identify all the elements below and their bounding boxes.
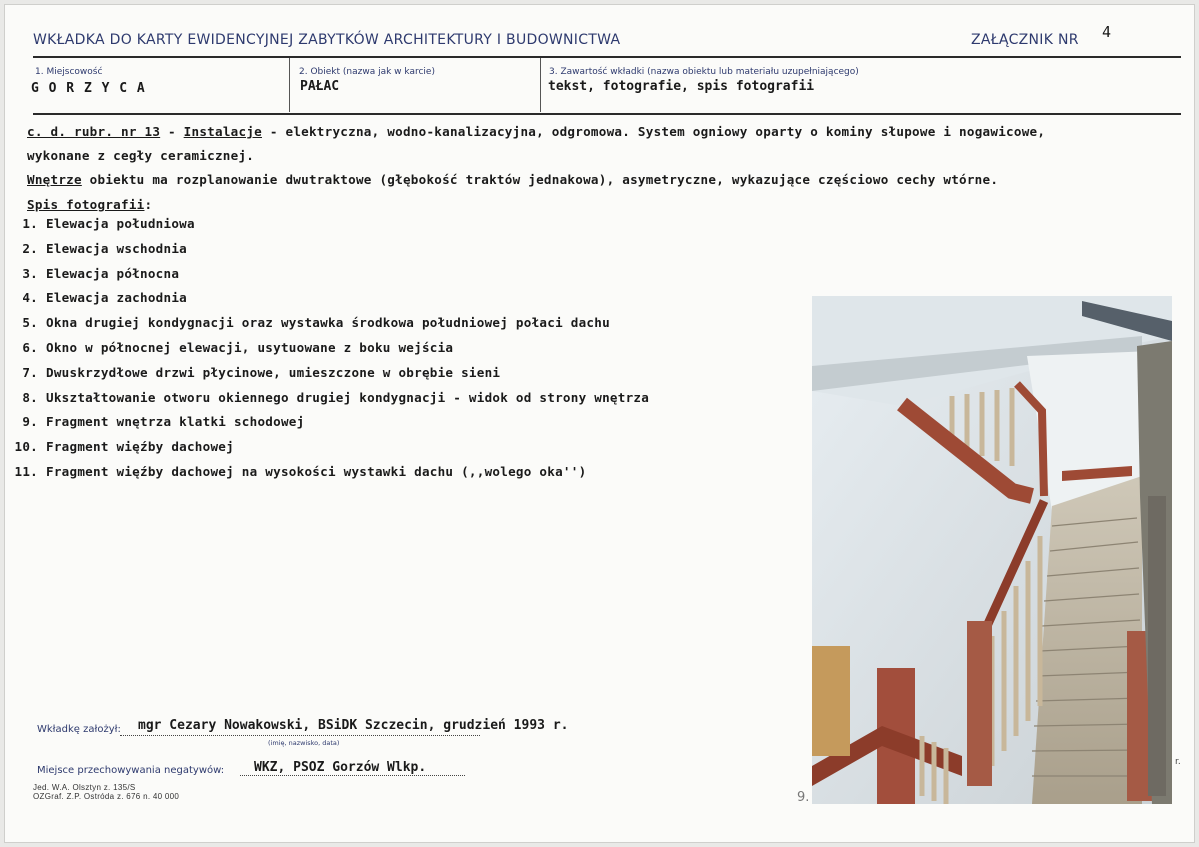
photo-list-number: 4. (22, 290, 38, 306)
photo-list-item (0, 464, 586, 479)
photo-list-number: 5. (22, 315, 38, 331)
body-line-installations (27, 124, 1045, 139)
object-value: PAŁAC (300, 79, 340, 94)
contents-value: tekst, fotografie, spis fotografii (548, 79, 815, 94)
printer-imprint-2: OZGraf. Z.P. Ostróda z. 676 n. 40 000 (33, 792, 180, 801)
photo-list-heading (27, 197, 152, 212)
attachment-label: ZAŁĄCZNIK NR (971, 32, 1079, 48)
photo-list-text: Fragment więźby dachowej na wysokości wystawki dachu (,,wolego oka'') (46, 464, 587, 479)
photo-list-number: 9. (22, 414, 38, 430)
form-title: WKŁADKA DO KARTY EWIDENCYJNEJ ZABYTKÓW ARCHITEKTURY I BUDOWNICTWA (33, 32, 621, 48)
photo-list-text: Elewacja północna (46, 265, 180, 281)
photo-number: 9. (797, 790, 810, 805)
photo-list-number: 2. (22, 240, 38, 256)
body-line-interior (27, 172, 998, 187)
photo-list-text: Fragment wnętrza klatki schodowej (46, 414, 305, 430)
photo-list-number: 3. (22, 265, 38, 281)
photo-list-number: 10. (14, 439, 38, 455)
attachment-number: 4 (1102, 23, 1112, 41)
author-value: mgr Cezary Nowakowski, BSiDK Szczecin, grudzień 1993 r. (138, 718, 569, 733)
photo-list-text: Fragment więźby dachowej (46, 439, 234, 455)
photo-list-text: Ukształtowanie otworu okiennego drugiej kondygnacji - widok od strony wnętrza (46, 389, 650, 405)
storage-value: WKZ, PSOZ Gorzów Wlkp. (254, 760, 427, 775)
interior-text: obiektu ma rozplanowanie dwutraktowe (głębokość traktów jednakowa), asymetryczne, wykazujące częściowo cechy wtórne. (81, 172, 999, 187)
field-divider-2 (540, 58, 541, 112)
photo-list-item (0, 365, 500, 380)
photo-list-heading-text: Spis fotografii (27, 197, 145, 212)
photo-list-text: Elewacja południowa (46, 216, 195, 231)
storage-dotted-line (240, 775, 465, 776)
author-label: Wkładkę założył: (37, 724, 121, 735)
storage-label: Miejsce przechowywania negatywów: (37, 765, 225, 776)
dash: - (160, 124, 184, 139)
photo-list-number: 1. (22, 216, 38, 231)
printer-imprint-1: Jed. W.A. Olsztyn z. 135/S (33, 783, 136, 792)
photo-list-number: 6. (22, 340, 38, 355)
author-dotted-line (120, 735, 480, 736)
field-divider-1 (289, 58, 290, 112)
photo-list-text: Okna drugiej kondygnacji oraz wystawka środkowa południowej połaci dachu (46, 315, 610, 331)
locality-label: 1. Miejscowość (35, 67, 103, 77)
photo-list-item (0, 216, 195, 231)
photo-list-item (0, 290, 187, 305)
interior-heading: Wnętrze (27, 172, 82, 187)
header-rule (33, 56, 1181, 58)
continuation-ref: c. d. rubr. nr 13 (27, 124, 161, 139)
photo-list-text: Dwuskrzydłowe drzwi płycinowe, umieszczone w obrębie sieni (46, 364, 501, 380)
photo-list-item (0, 266, 179, 281)
photo-list-text: Elewacja zachodnia (46, 290, 187, 306)
installations-text: - elektryczna, wodno-kanalizacyjna, odgromowa. System ogniowy oparty o kominy słupowe i nogawicowe, (261, 124, 1046, 139)
fields-rule (33, 113, 1181, 115)
photo-list-item (0, 315, 610, 330)
staircase-photograph (812, 296, 1172, 804)
installations-heading: Instalacje (183, 124, 262, 139)
photo-list-item (0, 390, 649, 405)
heading-colon: : (144, 197, 153, 212)
contents-label: 3. Zawartość wkładki (nazwa obiektu lub materiału uzupełniającego) (549, 67, 859, 77)
photo-list-number: 8. (22, 389, 38, 405)
photo-list-number: 7. (22, 364, 38, 380)
object-label: 2. Obiekt (nazwa jak w karcie) (299, 67, 435, 77)
photo-list-text: Okno w północnej elewacji, usytuowane z boku wejścia (46, 340, 454, 355)
photo-list-item (0, 340, 453, 355)
photo-list-item (0, 241, 187, 256)
photo-side-mark: r. (1175, 757, 1181, 767)
locality-value: G O R Z Y C A (31, 81, 146, 96)
staircase-illustration (812, 296, 1172, 804)
author-field-note: (imię, nazwisko, data) (268, 739, 340, 747)
photo-list-number: 11. (14, 464, 38, 479)
photo-list-item (0, 439, 234, 454)
photo-list-item (0, 414, 304, 429)
photo-list-text: Elewacja wschodnia (46, 240, 187, 256)
body-line-continued: wykonane z cegły ceramicznej. (27, 148, 255, 163)
